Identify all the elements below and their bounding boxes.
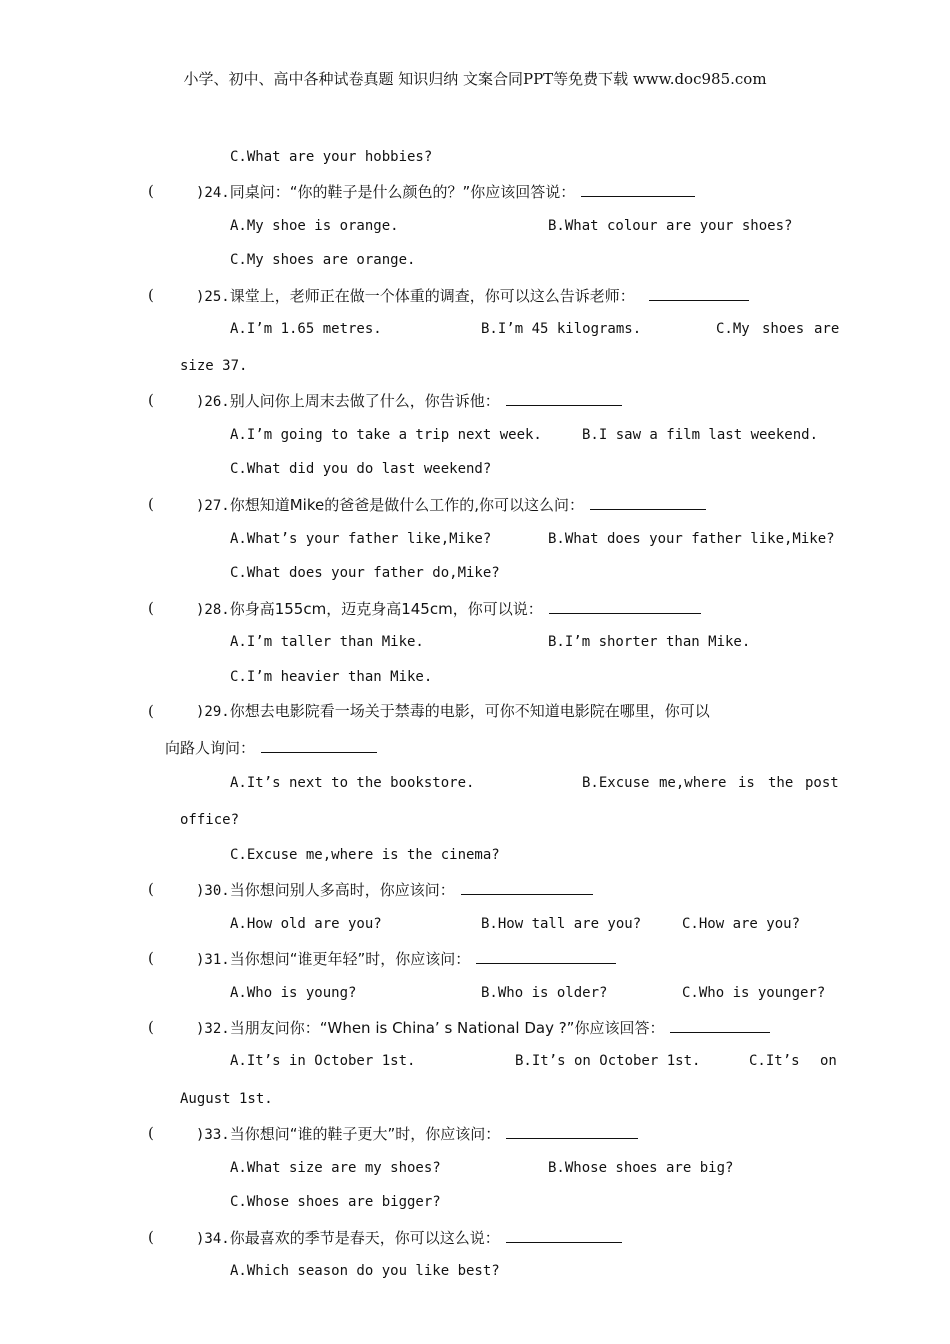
q29-option-b-word5: post [805, 775, 839, 791]
q33-answer-blank [506, 1123, 638, 1139]
q25-answer-blank [649, 285, 749, 301]
q23-option-c: C.What are your hobbies? [230, 149, 433, 165]
q25-option-b: B.I’m 45 kilograms. [481, 321, 642, 337]
q29-stem-line2 [165, 737, 377, 758]
q33-option-c: C.Whose shoes are bigger? [230, 1194, 441, 1210]
q34-text: 你最喜欢的季节是春天，你可以这么说： [229, 1229, 500, 1247]
q34-paren: ( [148, 1228, 154, 1246]
q33-text: 当你想问“谁的鞋子更大”时，你应该问： [229, 1125, 501, 1143]
q34-number: )34. [196, 1231, 230, 1247]
q24-option-a: A.My shoe is orange. [230, 218, 399, 234]
q24-paren: ( [148, 182, 154, 200]
q32-paren: ( [148, 1018, 154, 1036]
q28-option-c: C.I’m heavier than Mike. [230, 669, 433, 685]
q24-answer-blank [581, 181, 695, 197]
q25-option-a: A.I’m 1.65 metres. [230, 321, 382, 337]
q26-option-b: B.I saw a film last weekend. [582, 427, 819, 443]
q26-option-a: A.I’m going to take a trip next week. [230, 427, 542, 443]
q30-text: 当你想问别人多高时，你应该问： [229, 881, 455, 899]
q32-option-b: B.It’s on October 1st. [515, 1053, 701, 1069]
q29-option-c: C.Excuse me,where is the cinema? [230, 847, 500, 863]
q25-text: 课堂上，老师正在做一个体重的调查，你可以这么告诉老师： [229, 287, 635, 305]
q34-stem [196, 1227, 622, 1249]
q33-option-a: A.What size are my shoes? [230, 1160, 441, 1176]
q32-option-c-word2: on [820, 1053, 837, 1069]
q29-option-b-word2: me,where [659, 775, 727, 791]
q27-paren: ( [148, 495, 154, 513]
q31-option-a: A.Who is young? [230, 985, 357, 1001]
q30-option-b: B.How tall are you? [481, 916, 642, 932]
q28-text: 你身高155cm，迈克身高145cm，你可以说： [229, 600, 543, 618]
q33-paren: ( [148, 1124, 154, 1142]
q25-number: )25. [196, 289, 230, 305]
q24-option-b: B.What colour are your shoes? [548, 218, 793, 234]
q28-paren: ( [148, 599, 154, 617]
q29-option-b-word3: is [738, 775, 755, 791]
q29-paren: ( [148, 702, 154, 720]
q28-answer-blank [549, 598, 701, 614]
q33-number: )33. [196, 1127, 230, 1143]
q29-text: 你想去电影院看一场关于禁毒的电影，可你不知道电影院在哪里，你可以 [229, 702, 710, 720]
q34-option-a: A.Which season do you like best? [230, 1263, 500, 1279]
q29-option-b-continued: office? [180, 812, 240, 828]
q30-option-a: A.How old are you? [230, 916, 382, 932]
q31-stem [196, 948, 616, 970]
q32-option-c-continued: August 1st. [180, 1091, 273, 1107]
q24-number: )24. [196, 185, 230, 201]
q27-text: 你想知道Mike的爸爸是做什么工作的,你可以这么问： [229, 496, 584, 514]
q28-number: )28. [196, 602, 230, 618]
q34-answer-blank [506, 1227, 622, 1243]
q31-paren: ( [148, 949, 154, 967]
q24-text: 同桌问：“你的鞋子是什么颜色的？”你应该回答说： [229, 183, 576, 201]
q30-stem [196, 879, 593, 901]
q31-option-c: C.Who is younger? [682, 985, 826, 1001]
q25-option-c-word1: C.My [716, 321, 750, 337]
q33-option-b: B.Whose shoes are big? [548, 1160, 734, 1176]
q27-stem [196, 494, 706, 516]
q25-option-c-word3: are [814, 321, 840, 337]
q29-answer-blank [261, 737, 377, 753]
q27-option-b: B.What does your father like,Mike? [548, 531, 835, 547]
q32-number: )32. [196, 1021, 230, 1037]
page-header: 小学、初中、高中各种试卷真题 知识归纳 文案合同PPT等免费下载 www.doc985.com [183, 70, 767, 88]
q33-stem [196, 1123, 638, 1145]
q25-option-c-continued: size 37. [180, 358, 248, 374]
q32-text: 当朋友问你：“When is China’ s National Day ?”你应该回答： [229, 1019, 665, 1037]
q24-stem [196, 181, 695, 203]
q31-option-b: B.Who is older? [481, 985, 608, 1001]
q26-option-c: C.What did you do last weekend? [230, 461, 492, 477]
q29-stem [196, 701, 710, 722]
q29-option-a: A.It’s next to the bookstore. [230, 775, 475, 791]
q26-paren: ( [148, 391, 154, 409]
q29-option-b-word1: B.Excuse [582, 775, 650, 791]
q30-answer-blank [461, 879, 593, 895]
q29-option-b-word4: the [768, 775, 794, 791]
q30-paren: ( [148, 880, 154, 898]
q32-answer-blank [670, 1017, 770, 1033]
q30-number: )30. [196, 883, 230, 899]
q28-option-b: B.I’m shorter than Mike. [548, 634, 751, 650]
q27-option-a: A.What’s your father like,Mike? [230, 531, 492, 547]
q28-option-a: A.I’m taller than Mike. [230, 634, 424, 650]
q31-answer-blank [476, 948, 616, 964]
q26-number: )26. [196, 394, 230, 410]
q32-stem [196, 1017, 770, 1039]
q31-number: )31. [196, 952, 230, 968]
q25-stem [196, 285, 749, 307]
q25-option-c-word2: shoes [762, 321, 805, 337]
q32-option-a: A.It’s in October 1st. [230, 1053, 416, 1069]
q29-text-continued: 向路人询问： [165, 739, 256, 757]
q26-stem [196, 390, 622, 412]
q32-option-c-word1: C.It’s [749, 1053, 800, 1069]
q26-answer-blank [506, 390, 622, 406]
q27-number: )27. [196, 498, 230, 514]
q26-text: 别人问你上周末去做了什么，你告诉他： [229, 392, 500, 410]
q25-paren: ( [148, 286, 154, 304]
q28-stem [196, 598, 701, 620]
q31-text: 当你想问“谁更年轻”时，你应该问： [229, 950, 471, 968]
q27-option-c: C.What does your father do,Mike? [230, 565, 500, 581]
q29-number: )29. [196, 704, 230, 720]
q27-answer-blank [590, 494, 706, 510]
q24-option-c: C.My shoes are orange. [230, 252, 416, 268]
q30-option-c: C.How are you? [682, 916, 801, 932]
